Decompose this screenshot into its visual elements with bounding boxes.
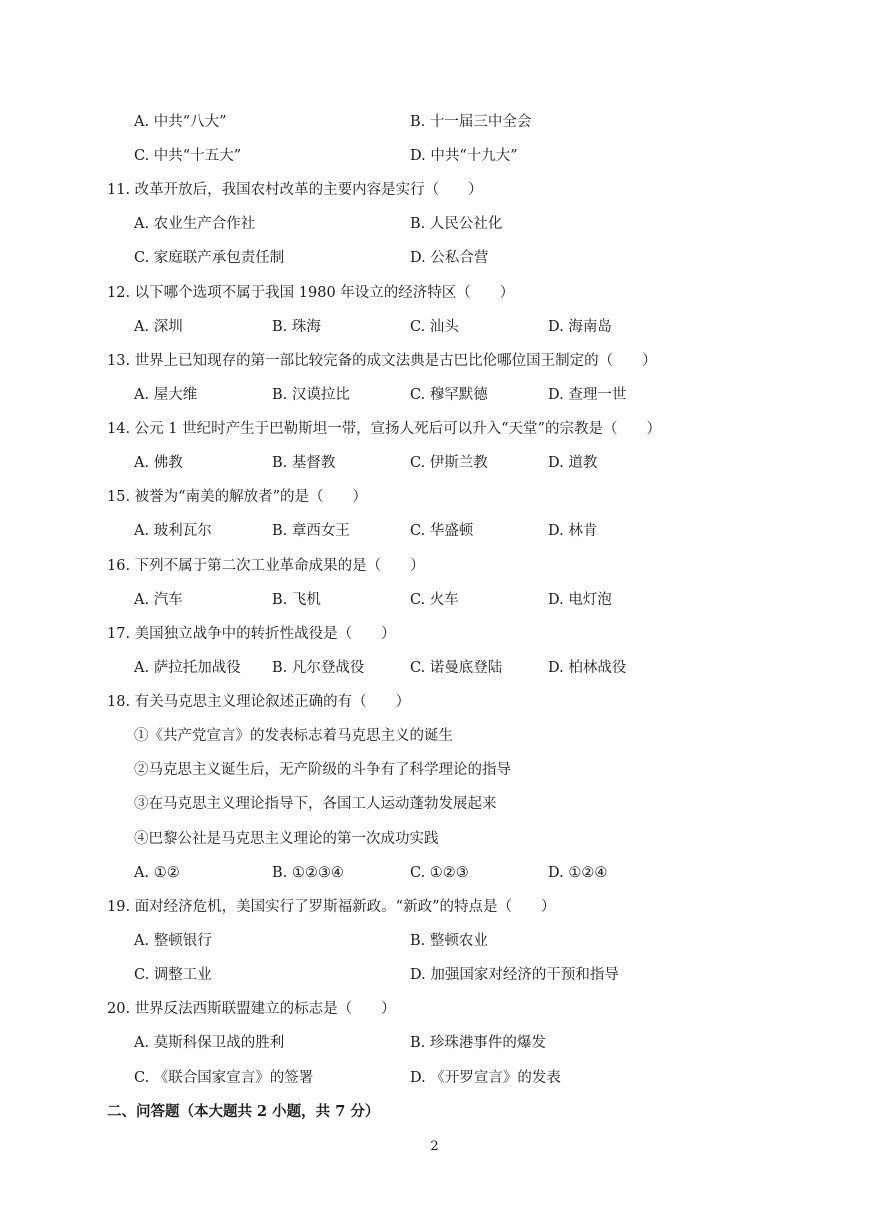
q15-option-d: D. 林肯 [548,523,598,539]
q14-option-c: C. 伊斯兰教 [410,455,488,471]
q19-option-d: D. 加强国家对经济的干预和指导 [410,967,619,983]
question-text: 世界上已知现存的第一部比较完备的成文法典是古巴比伦哪位国王制定的（ ） [134,353,657,369]
question-text: 下列不属于第二次工业革命成果的是（ ） [134,558,425,574]
q10-option-d: D. 中共“十九大” [410,148,518,164]
q16-option-c: C. 火车 [410,592,459,608]
q20-option-d: D. 《开罗宣言》的发表 [410,1070,561,1086]
question-number: 12. [107,285,131,301]
question-19 [107,897,556,917]
question-text: 被誉为“南美的解放者”的是（ ） [134,489,367,505]
q17-option-c: C. 诺曼底登陆 [410,660,503,676]
question-text: 世界反法西斯联盟建立的标志是（ ） [134,1001,396,1017]
question-text: 美国独立战争中的转折性战役是（ ） [134,626,396,642]
question-15 [107,487,367,507]
q11-option-c: C. 家庭联产承包责任制 [134,250,285,266]
q18-statement-3: ③在马克思主义理论指导下，各国工人运动蓬勃发展起来 [134,796,497,812]
q12-option-b: B. 珠海 [272,319,321,335]
question-number: 14. [107,421,131,437]
q10-option-a: A. 中共“八大” [134,114,227,130]
q13-option-c: C. 穆罕默德 [410,387,488,403]
question-18 [107,692,410,712]
question-number: 15. [107,489,131,505]
question-12 [107,283,514,303]
q18-option-d: D. ①②④ [548,865,608,881]
question-number: 17. [107,626,131,642]
q12-option-a: A. 深圳 [134,319,183,335]
question-number: 16. [107,558,131,574]
q11-option-a: A. 农业生产合作社 [134,216,256,232]
question-text: 改革开放后，我国农村改革的主要内容是实行（ ） [134,182,483,198]
question-text: 面对经济危机，美国实行了罗斯福新政。“新政”的特点是（ ） [134,899,556,915]
question-number: 13. [107,353,131,369]
q14-option-a: A. 佛教 [134,455,183,471]
q16-option-a: A. 汽车 [134,592,183,608]
q13-option-a: A. 屋大维 [134,387,198,403]
q17-option-a: A. 萨拉托加战役 [134,660,241,676]
q10-option-c: C. 中共“十五大” [134,148,242,164]
q18-statement-2: ②马克思主义诞生后，无产阶级的斗争有了科学理论的指导 [134,762,511,778]
q14-option-d: D. 道教 [548,455,598,471]
question-17 [107,624,396,644]
q15-option-b: B. 章西女王 [272,523,350,539]
q17-option-d: D. 柏林战役 [548,660,627,676]
q19-option-a: A. 整顿银行 [134,933,212,949]
question-text: 以下哪个选项不属于我国 1980 年设立的经济特区（ ） [134,285,515,301]
q17-option-b: B. 凡尔登战役 [272,660,365,676]
q13-option-d: D. 查理一世 [548,387,627,403]
question-number: 19. [107,899,131,915]
question-20 [107,999,396,1019]
question-number: 20. [107,1001,131,1017]
q20-option-b: B. 珍珠港事件的爆发 [410,1035,546,1051]
q13-option-b: B. 汉谟拉比 [272,387,350,403]
question-16 [107,556,425,576]
question-number: 11. [107,182,131,198]
q12-option-c: C. 汕头 [410,319,459,335]
question-text: 有关马克思主义理论叙述正确的有（ ） [134,694,411,710]
q18-option-a: A. ①② [134,865,180,881]
question-text: 公元 1 世纪时产生于巴勒斯坦一带，宣扬人死后可以升入“天堂”的宗教是（ ） [134,421,661,437]
q15-option-a: A. 玻利瓦尔 [134,523,212,539]
q18-option-c: C. ①②③ [410,865,469,881]
q18-statement-1: ①《共产党宣言》的发表标志着马克思主义的诞生 [134,728,453,744]
q19-option-b: B. 整顿农业 [410,933,488,949]
q12-option-d: D. 海南岛 [548,319,612,335]
q18-statement-4: ④巴黎公社是马克思主义理论的第一次成功实践 [134,831,439,847]
section-2-heading: 二、问答题（本大题共 2 小题，共 7 分） [107,1103,380,1120]
q16-option-b: B. 飞机 [272,592,321,608]
q18-option-b: B. ①②③④ [272,865,344,881]
question-14 [107,419,661,439]
q11-option-b: B. 人民公社化 [410,216,503,232]
q20-option-a: A. 莫斯科保卫战的胜利 [134,1035,285,1051]
q19-option-c: C. 调整工业 [134,967,212,983]
q10-option-b: B. 十一届三中全会 [410,114,532,130]
q16-option-d: D. 电灯泡 [548,592,612,608]
question-13 [107,351,657,371]
question-11 [107,180,483,200]
q11-option-d: D. 公私合营 [410,250,489,266]
page-number: 2 [430,1139,439,1154]
q15-option-c: C. 华盛顿 [410,523,474,539]
question-number: 18. [107,694,131,710]
q14-option-b: B. 基督教 [272,455,336,471]
q20-option-c: C. 《联合国家宣言》的签署 [134,1070,314,1086]
